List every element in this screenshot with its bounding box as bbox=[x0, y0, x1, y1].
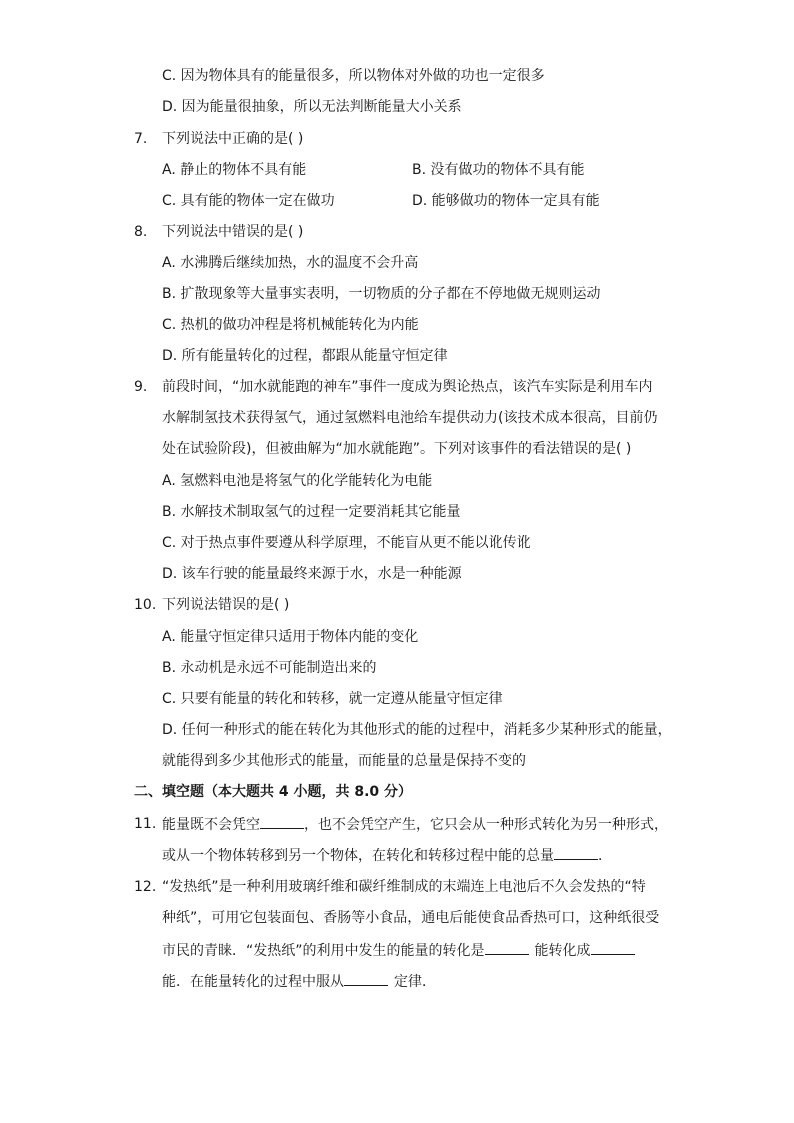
q7-option-a: A. 静止的物体不具有能 bbox=[162, 162, 307, 178]
q12-line-2: 种纸”，可用它包装面包、香肠等小食品，通电后能使食品香热可口，这种纸很受 bbox=[162, 910, 660, 926]
q9-option-d: D. 该车行驶的能量最终来源于水，水是一种能源 bbox=[162, 566, 462, 582]
q11-text-2b: ． bbox=[598, 848, 612, 864]
q11-number: 11. bbox=[134, 816, 157, 832]
q12-text-4b: 定律． bbox=[394, 974, 436, 990]
q9-option-b: B. 水解技术制取氢气的过程一定要消耗其它能量 bbox=[162, 504, 461, 520]
section-title: 二、填空题（本大题共 4 小题，共 8.0 分） bbox=[134, 784, 413, 800]
q11-text-1b: ，也不会凭空产生，它只会从一种形式转化为另一种形式， bbox=[304, 817, 668, 833]
q6-option-d: D. 因为能量很抽象，所以无法判断能量大小关系 bbox=[162, 99, 462, 115]
q9-option-c: C. 对于热点事件要遵从科学原理，不能盲从更不能以讹传讹 bbox=[162, 535, 531, 551]
q8-option-c: C. 热机的做功冲程是将机械能转化为内能 bbox=[162, 317, 419, 333]
q8-option-d: D. 所有能量转化的过程，都跟从能量守恒定律 bbox=[162, 348, 448, 364]
q8-stem: 下列说法中错误的是( ) bbox=[162, 224, 304, 240]
q12-line-4 bbox=[162, 971, 436, 992]
q10-option-d-line-2: 就能得到多少其他形式的能量，而能量的总量是保持不变的 bbox=[162, 753, 526, 769]
q9-number: 9. bbox=[134, 379, 148, 395]
q10-option-d-line-1: D. 任何一种形式的能在转化为其他形式的能的过程中，消耗多少某种形式的能量， bbox=[162, 722, 672, 738]
q8-option-b: B. 扩散现象等大量事实表明，一切物质的分子都在不停地做无规则运动 bbox=[162, 286, 601, 302]
q12-text-3b: 能转化成 bbox=[534, 943, 591, 959]
q7-option-d: D. 能够做功的物体一定具有能 bbox=[412, 193, 600, 209]
q12-blank-3 bbox=[344, 971, 388, 986]
q9-stem-line-1: 前段时间，“加水就能跑的神车”事件一度成为舆论热点，该汽车实际是利用车内 bbox=[162, 379, 653, 395]
q12-text-3a: 市民的青睐．“发热纸”的利用中发生的能量的转化是 bbox=[162, 943, 485, 959]
q9-option-a: A. 氢燃料电池是将氢气的化学能转化为电能 bbox=[162, 473, 433, 489]
q8-option-a: A. 水沸腾后继续加热，水的温度不会升高 bbox=[162, 255, 419, 271]
q10-option-b: B. 永动机是永远不可能制造出来的 bbox=[162, 660, 377, 676]
q11-line-1 bbox=[162, 814, 668, 835]
q11-text-2a: 或从一个物体转移到另一个物体，在转化和转移过程中能的总量 bbox=[162, 848, 554, 864]
q9-stem-line-2: 水解制氢技术获得氢气，通过氢燃料电池给车提供动力(该技术成本很高，目前仍 bbox=[162, 410, 658, 426]
q12-blank-2 bbox=[591, 940, 635, 955]
q11-line-2 bbox=[162, 845, 612, 866]
q7-option-c: C. 具有能的物体一定在做功 bbox=[162, 193, 335, 209]
q12-line-1: “发热纸”是一种利用玻璃纤维和碳纤维制成的末端连上电池后不久会发热的“特 bbox=[162, 879, 646, 895]
q10-stem: 下列说法错误的是( ) bbox=[162, 597, 290, 613]
q11-text-1a: 能量既不会凭空 bbox=[162, 817, 260, 833]
q11-blank-2 bbox=[554, 845, 598, 860]
q12-text-4a: 能．在能量转化的过程中服从 bbox=[162, 974, 344, 990]
q8-number: 8. bbox=[134, 224, 148, 240]
q7-option-b: B. 没有做功的物体不具有能 bbox=[412, 162, 585, 178]
q7-number: 7. bbox=[134, 131, 148, 147]
q9-stem-line-3: 处在试验阶段)，但被曲解为“加水就能跑”。下列对该事件的看法错误的是( ) bbox=[162, 441, 632, 457]
q10-number: 10. bbox=[134, 597, 157, 613]
q7-stem: 下列说法中正确的是( ) bbox=[162, 131, 304, 147]
q12-line-3 bbox=[162, 940, 635, 961]
q10-option-c: C. 只要有能量的转化和转移，就一定遵从能量守恒定律 bbox=[162, 691, 503, 707]
q12-number: 12. bbox=[134, 879, 157, 895]
q12-blank-1 bbox=[485, 940, 529, 955]
q10-option-a: A. 能量守恒定律只适用于物体内能的变化 bbox=[162, 629, 419, 645]
q11-blank-1 bbox=[260, 814, 304, 829]
q6-option-c: C. 因为物体具有的能量很多，所以物体对外做的功也一定很多 bbox=[162, 68, 545, 84]
